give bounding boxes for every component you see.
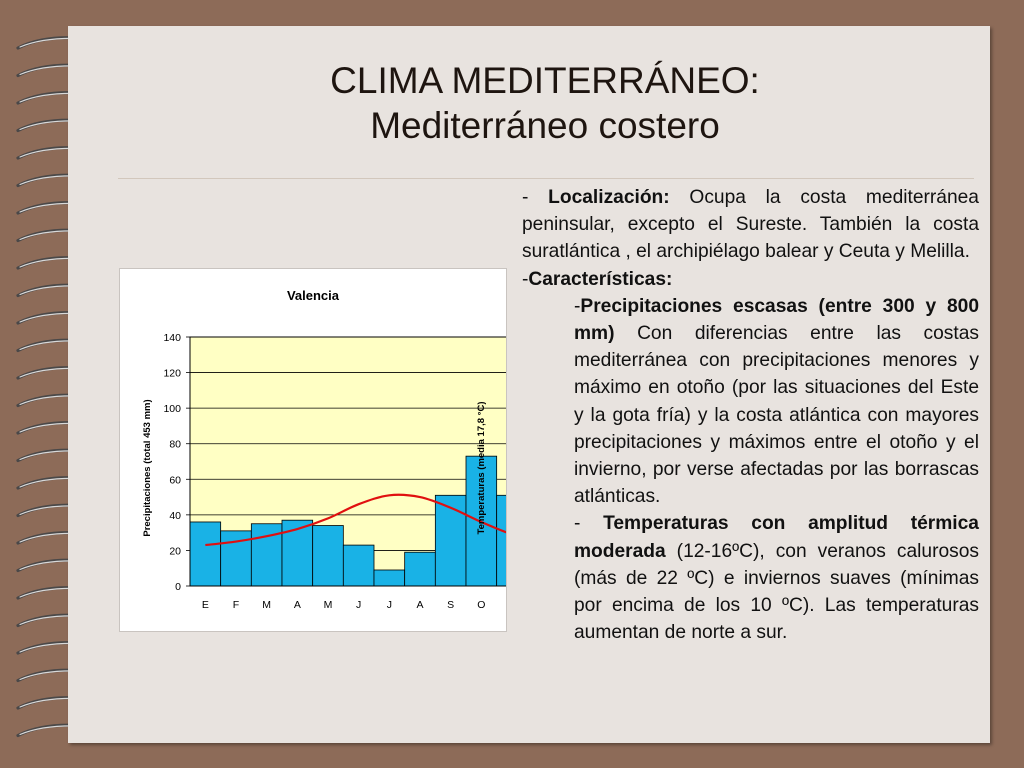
climate-chart: [119, 268, 507, 632]
x-tick-label: J: [356, 599, 362, 611]
prec-label: Precipitaciones escasas (entre 300 y 800 mm): [574, 295, 979, 345]
x-tick-label: M: [262, 599, 272, 611]
x-tick-label: J: [386, 599, 392, 611]
caracteristicas-heading: [522, 266, 979, 293]
y-tick-label: 100: [163, 403, 181, 416]
title-line-1: CLIMA MEDITERRÁNEO:: [330, 60, 760, 101]
y-tick-label: 140: [163, 332, 181, 344]
temp-body: (12-16ºC), con veranos calurosos (más de 22 ºC) e inviernos suaves (mínimas por encima de los 10 ºC). Las temperaturas aumentan de norte a sur.: [574, 540, 979, 644]
y-tick-label: 80: [169, 438, 181, 451]
precipitation-bar: [374, 570, 405, 586]
precipitaciones-paragraph: [522, 293, 979, 511]
car-label: Características:: [528, 268, 673, 290]
x-tick-label: F: [232, 599, 240, 611]
precipitation-bar: [405, 552, 436, 586]
x-tick-label: O: [477, 599, 486, 611]
x-tick-label: A: [293, 599, 301, 611]
title-line-2: Mediterráneo costero: [370, 105, 720, 146]
loc-body: Ocupa la costa mediterránea peninsular, excepto el Sureste. También la costa suratlántica , el archipiélago balear y Ceuta y Melilla.: [522, 187, 979, 263]
precipitation-bar: [497, 495, 506, 586]
chart-svg: [120, 269, 506, 631]
y-tick-label: 0: [175, 581, 181, 593]
precipitation-bar: [190, 522, 221, 586]
precipitation-bar: [343, 545, 374, 586]
content-text: [522, 184, 979, 646]
x-tick-label: M: [323, 599, 333, 611]
prec-dash: -: [574, 295, 581, 317]
loc-dash: -: [522, 187, 549, 208]
precipitation-bar: [313, 526, 344, 586]
car-dash: -: [522, 268, 529, 290]
temperaturas-paragraph: [522, 510, 979, 646]
localizacion-paragraph: [522, 184, 979, 266]
title-divider: [118, 178, 974, 179]
page-title: [235, 58, 855, 148]
temp-label: Temperaturas con amplitud térmica moderada: [574, 513, 979, 562]
x-tick-label: E: [201, 599, 209, 611]
x-tick-label: S: [447, 599, 455, 611]
loc-label: Localización:: [548, 187, 670, 208]
y-tick-label: 60: [169, 474, 181, 487]
chart-title: Valencia: [286, 288, 340, 303]
y-axis-label: Precipitaciones (total 453 mm): [142, 399, 153, 537]
y-tick-label: 40: [169, 509, 181, 522]
x-tick-label: A: [416, 599, 424, 611]
temp-dash: -: [574, 513, 604, 535]
y-tick-label: 120: [163, 367, 181, 380]
y2-axis-label: Temperaturas (media 17,8 °C): [476, 401, 487, 535]
prec-body: Con diferencias entre las costas mediterránea con precipitaciones menores y máximo en otoño (por las situaciones del Este y la gota fría) y la costa atlántica con mayores precipitaciones y máximos entre el otoño y el invierno, por verse afectadas por las borrascas atlánticas.: [574, 323, 979, 508]
y-tick-label: 20: [169, 545, 181, 558]
